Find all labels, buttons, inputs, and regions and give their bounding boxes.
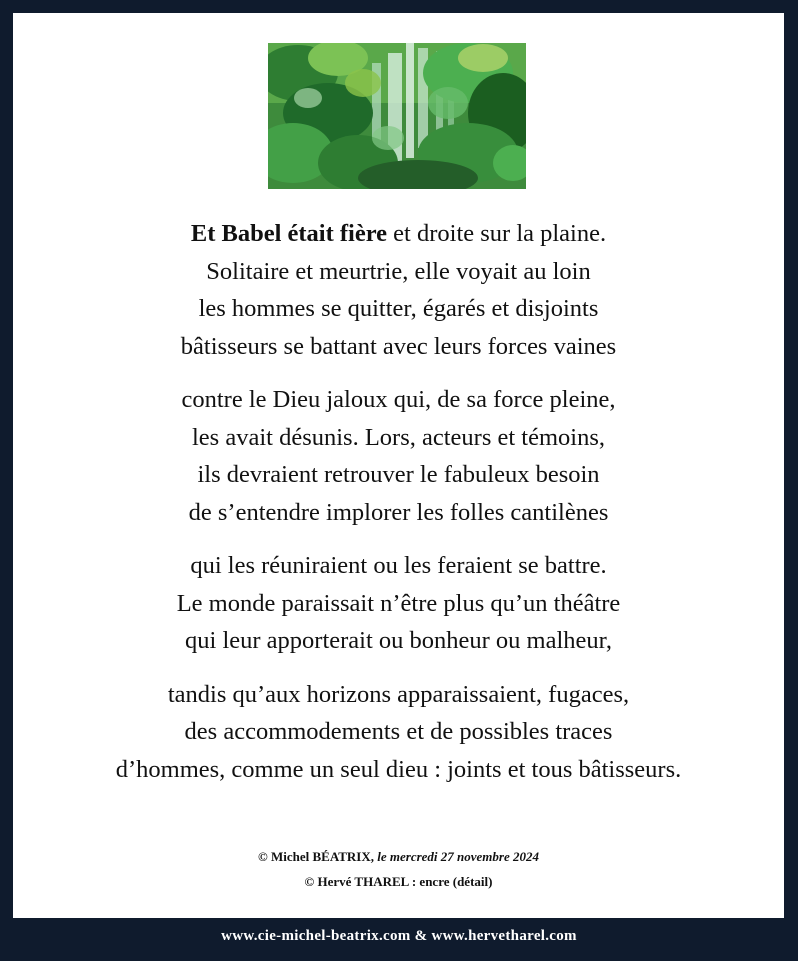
poem-stanza-2 bbox=[13, 381, 784, 531]
website-links[interactable]: www.cie-michel-beatrix.com & www.hervetharel.com bbox=[221, 928, 577, 944]
poem-line: d’hommes, comme un seul dieu : joints et tous bâtisseurs. bbox=[115, 755, 682, 783]
author-date: le mercredi 27 novembre 2024 bbox=[374, 849, 539, 864]
poem-text bbox=[13, 215, 784, 804]
author-name: © Michel BÉATRIX, bbox=[258, 849, 374, 864]
poem-line: qui les réuniraient ou les feraient se battre. bbox=[190, 552, 607, 579]
poem-line: contre le Dieu jaloux qui, de sa force pleine, bbox=[181, 386, 616, 413]
poem-line: de s’entendre implorer les folles cantilènes bbox=[188, 498, 609, 526]
poem-card bbox=[13, 13, 784, 918]
forest-painting-image bbox=[268, 43, 526, 189]
credits bbox=[13, 849, 784, 890]
poem-line: ils devraient retrouver le fabuleux besoin bbox=[197, 461, 600, 488]
forest-painting-icon bbox=[268, 43, 526, 189]
poem-line: bâtisseurs se battant avec leurs forces vaines bbox=[180, 332, 617, 360]
poem-line: des accommodements et de possibles traces bbox=[184, 718, 613, 745]
poem-line bbox=[13, 215, 784, 253]
poem-line: les hommes se quitter, égarés et disjoints bbox=[198, 295, 599, 322]
poem-title-words: Et Babel était fière bbox=[190, 220, 388, 247]
poem-line: qui leur apporterait ou bonheur ou malheur, bbox=[185, 627, 612, 654]
poem-line: Le monde paraissait n’être plus qu’un théâtre bbox=[176, 589, 621, 617]
poem-stanza-1 bbox=[13, 215, 784, 365]
poem-stanza-3 bbox=[13, 547, 784, 660]
poem-stanza-4 bbox=[13, 676, 784, 789]
author-credit bbox=[13, 849, 784, 874]
artist-credit: © Hervé THAREL : encre (détail) bbox=[304, 874, 493, 889]
poem-line: les avait désunis. Lors, acteurs et témoins, bbox=[192, 423, 605, 451]
poem-line: Solitaire et meurtrie, elle voyait au loin bbox=[206, 257, 591, 285]
poem-line-text: et droite sur la plaine. bbox=[387, 220, 607, 247]
poem-line: tandis qu’aux horizons apparaissaient, fugaces, bbox=[167, 680, 630, 708]
